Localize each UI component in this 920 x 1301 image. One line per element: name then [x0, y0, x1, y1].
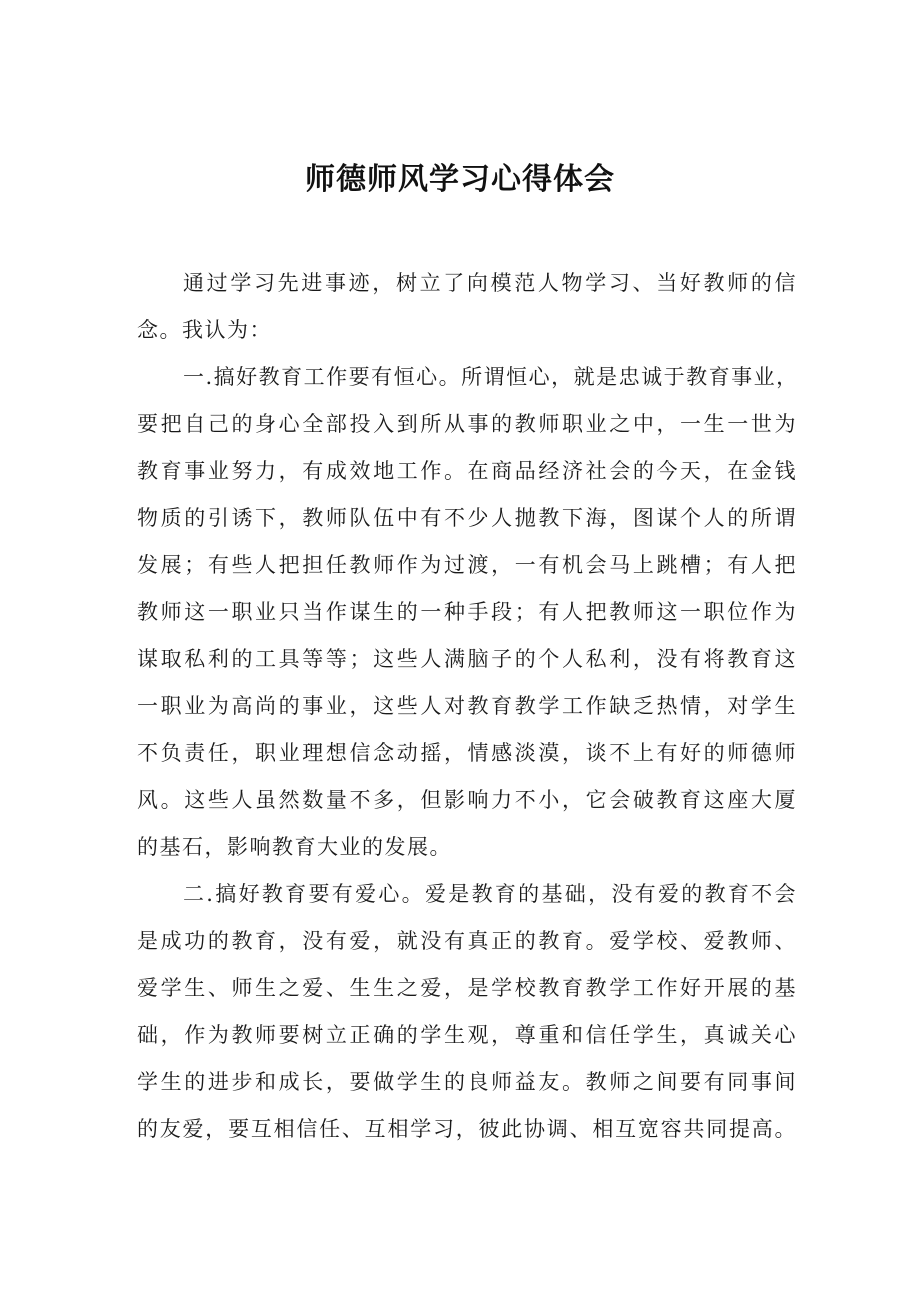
text-line: 学生的进步和成长，要做学生的良师益友。教师之间要有同事间 — [137, 1070, 797, 1094]
text-line: 念。我认为： — [137, 318, 272, 342]
text-line: 础，作为教师要树立正确的学生观，尊重和信任学生，真诚关心 — [137, 1023, 797, 1047]
text-line: 的基石，影响教育大业的发展。 — [137, 835, 452, 859]
text-line: 二.搞好教育要有爱心。爱是教育的基础，没有爱的教育不会 — [183, 882, 797, 906]
text-line: 教育事业努力，有成效地工作。在商品经济社会的今天，在金钱 — [137, 459, 797, 483]
text-line: 谋取私利的工具等等；这些人满脑子的个人私利，没有将教育这 — [137, 647, 797, 671]
text-line: 风。这些人虽然数量不多，但影响力不小，它会破教育这座大厦 — [137, 788, 797, 812]
text-line: 发展；有些人把担任教师作为过渡，一有机会马上跳槽；有人把 — [137, 553, 797, 577]
text-line: 不负责任，职业理想信念动摇，情感淡漠，谈不上有好的师德师 — [137, 741, 797, 765]
text-line: 一职业为高尚的事业，这些人对教育教学工作缺乏热情，对学生 — [137, 694, 797, 718]
document-title: 师德师风学习心得体会 — [305, 162, 615, 197]
text-line: 的友爱，要互相信任、互相学习，彼此协调、相互宽容共同提高。 — [137, 1117, 797, 1141]
text-line: 是成功的教育，没有爱，就没有真正的教育。爱学校、爱教师、 — [137, 929, 797, 953]
text-line: 教师这一职业只当作谋生的一种手段；有人把教师这一职位作为 — [137, 600, 797, 624]
document-body — [137, 260, 797, 1153]
text-line: 爱学生、师生之爱、生生之爱，是学校教育教学工作好开展的基 — [137, 976, 797, 1000]
text-line: 一.搞好教育工作要有恒心。所谓恒心，就是忠诚于教育事业， — [183, 365, 799, 389]
text-line: 通过学习先进事迹，树立了向模范人物学习、当好教师的信 — [183, 271, 797, 295]
text-line: 物质的引诱下，教师队伍中有不少人抛教下海，图谋个人的所谓 — [137, 506, 797, 530]
text-line: 要把自己的身心全部投入到所从事的教师职业之中，一生一世为 — [137, 412, 797, 436]
